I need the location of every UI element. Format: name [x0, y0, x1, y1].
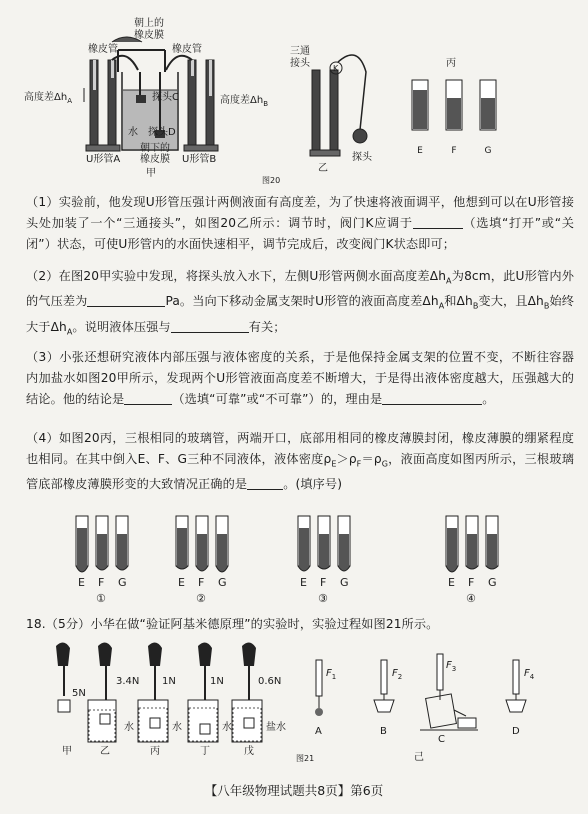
fig21-caption-jia: 甲: [62, 746, 72, 757]
q18-text: 18.（5分）小华在做“验证阿基米德原理”的实验时，实验过程如图21所示。: [26, 617, 439, 631]
q17-part1: （1）实验前，他发现U形管压强计两侧液面有高度差，为了快速将液面调平，他想到可以在U形管接头处加装了一个“三通接头”，如图20乙所示：调节时，阀门K应调于 （选填“打开”或“关闭”）状态，可使U形管内的水面快速相平，调节完成后，改变阀门K状态即可；: [26, 195, 574, 251]
option-4[interactable]: ④: [466, 592, 476, 605]
jia-caption: 甲: [146, 168, 156, 179]
yi-probe: 探头: [352, 152, 372, 163]
jia-utube-a: U形管A: [86, 154, 121, 165]
opt4-g: G: [488, 576, 497, 589]
opt2-e: E: [178, 576, 185, 589]
jia-rubber-right: 橡皮管: [172, 44, 202, 55]
fig21-caption-bing: 丙: [150, 746, 160, 757]
opt2-f: F: [198, 576, 205, 589]
q17-part4: （4）如图20丙，三根相同的玻璃管，两端开口，底部用相同的橡皮薄膜封闭，橡皮薄膜的绷紧程度也相同。在其中倒入E、F、G三种不同液体，液体密度$\rho_E>\rho_F=\rho_G$，液面高度如图丙所示，三根玻璃管底部橡皮薄膜形变的大致情况正确的是 。(填序号): [26, 431, 575, 492]
bing-tube-e: E: [417, 146, 423, 156]
fig20-label: 图20: [262, 176, 281, 185]
jia-label-top: 朝上的: [134, 18, 164, 29]
fig21-label-d: D: [512, 726, 520, 737]
q17-part3: （3）小张还想研究液体内部压强与液体密度的关系，于是他保持金属支架的位置不变，不断往容器内加盐水如图20甲所示，发现两个U形管液面高度差不断增大，于是得出液体密度越大，压强越大的结论。他的结论是 （选填“可靠”或“不可靠”）的，理由是 。: [26, 350, 574, 406]
bing-tube-g: G: [484, 146, 492, 156]
jia-probe-d: 探头D: [148, 127, 176, 138]
fig21-caption-yi: 乙: [100, 746, 110, 757]
fig21-water3: 水: [222, 722, 232, 733]
option-3[interactable]: ③: [318, 592, 328, 605]
fig21-force-c: $F_3$: [446, 660, 457, 673]
opt3-e: E: [300, 576, 307, 589]
option-1[interactable]: ①: [96, 592, 106, 605]
fig20-jia-drawing: [0, 0, 588, 200]
fig21-reading-bing: 1N: [162, 676, 176, 687]
jia-down2: 橡皮膜: [140, 154, 170, 165]
opt4-e: E: [448, 576, 455, 589]
yi-valve-k: K: [333, 64, 339, 73]
bing-tube-f: F: [451, 146, 457, 156]
q17-part2: （2）在图20甲实验中发现，将探头放入水下，左侧U形管两侧水面高度差$\Delta h_A$为8cm，此U形管内外的气压差为 Pa。当向下移动金属支架时U形管的液面高度差$\Delta h_A$和$\Delta h_B$变大，且$\Delta h_B$始终大于$\Delta h_A$。说明液体压强与 有关；: [26, 269, 575, 337]
jia-label-top2: 橡皮膜: [134, 30, 164, 41]
fig21-force-d: $F_4$: [524, 668, 535, 681]
jia-height-left: 高度差$\Delta h_A$: [24, 92, 72, 105]
yi-three-way-1: 三通: [290, 46, 310, 57]
fig21-reading-wu: 0.6N: [258, 676, 282, 687]
answer-blank-reliable[interactable]: [124, 392, 172, 405]
jia-rubber-left: 橡皮管: [88, 44, 118, 55]
opt2-g: G: [218, 576, 227, 589]
fig21-reading-yi: 3.4N: [116, 676, 140, 687]
fig21-label-b: B: [380, 726, 387, 737]
jia-water: 水: [128, 127, 138, 138]
fig21-caption-wu: 戊: [244, 746, 254, 757]
fig21-label-c: C: [438, 734, 445, 745]
fig21-label-a: A: [315, 726, 322, 737]
opt1-f: F: [98, 576, 105, 589]
opt3-f: F: [320, 576, 327, 589]
fig21-label: 图21: [296, 754, 315, 763]
opt3-g: G: [340, 576, 349, 589]
opt4-f: F: [468, 576, 475, 589]
answer-blank-option[interactable]: [247, 477, 283, 490]
fig21-drawing: [0, 640, 588, 760]
option-2[interactable]: ②: [196, 592, 206, 605]
fig21-water2: 水: [172, 722, 182, 733]
options-drawing: [0, 512, 588, 592]
fig21-water1: 水: [124, 722, 134, 733]
fig21-reading-ding: 1N: [210, 676, 224, 687]
bing-caption: 丙: [446, 58, 456, 69]
jia-down1: 朝下的: [140, 143, 170, 154]
answer-blank-pressure[interactable]: [87, 294, 165, 307]
yi-caption: 乙: [318, 163, 328, 174]
fig21-force-a: $F_1$: [326, 668, 337, 681]
opt1-g: G: [118, 576, 127, 589]
fig21-force-b: $F_2$: [392, 668, 403, 681]
answer-blank-reason[interactable]: [382, 392, 482, 405]
fig21-caption-ding: 丁: [200, 746, 210, 757]
answer-blank-depth[interactable]: [171, 320, 249, 333]
answer-blank-valve[interactable]: [413, 216, 463, 229]
yi-three-way-2: 接头: [290, 58, 310, 69]
page-footer: 【八年级物理试题共8页】第6页: [204, 783, 384, 798]
fig21-reading-jia: 5N: [72, 688, 86, 699]
opt1-e: E: [78, 576, 85, 589]
fig21-caption-ji: 己: [414, 752, 424, 763]
jia-utube-b: U形管B: [182, 154, 217, 165]
jia-height-right: 高度差$\Delta h_B$: [220, 95, 268, 108]
jia-probe-c: 探头C: [152, 92, 179, 103]
fig21-salt: 盐水: [266, 722, 286, 733]
